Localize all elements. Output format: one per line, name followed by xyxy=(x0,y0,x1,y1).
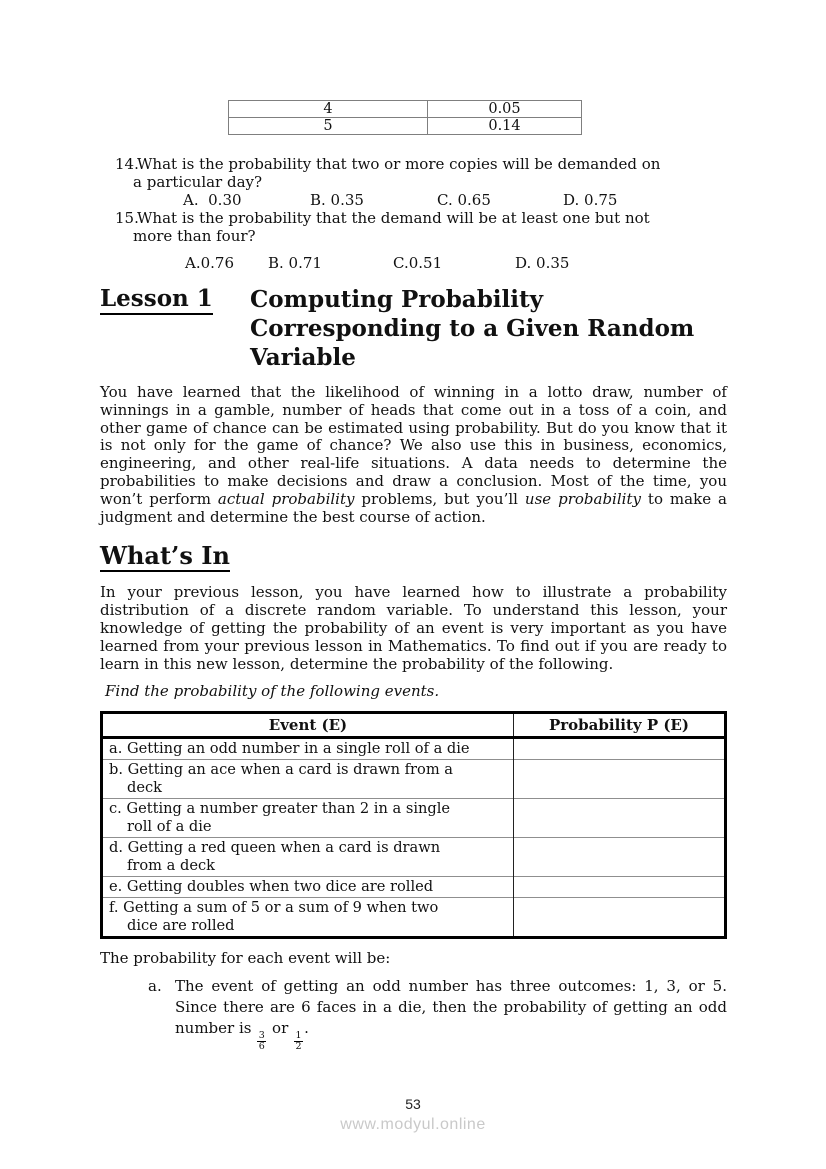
lesson-label: Lesson 1 xyxy=(100,285,213,315)
solution-lead: The probability for each event will be: xyxy=(100,949,391,968)
solution-item-a xyxy=(100,976,727,1052)
italic-phrase: actual probability xyxy=(217,489,355,508)
lesson-title-line: Computing Probability xyxy=(250,286,543,313)
table-row-c xyxy=(102,799,726,838)
event-text: a. Getting an odd number in a single roll of a die xyxy=(109,740,470,758)
probability-cell-empty xyxy=(513,898,725,938)
question-14-options xyxy=(100,191,727,209)
solution-text: The event of getting an odd number has three outcomes: 1, 3, or 5. Since there are 6 faces in a die, then the probability of getting an odd number is xyxy=(175,977,727,1038)
question-number: 15. xyxy=(115,209,139,227)
question-15 xyxy=(100,209,727,245)
italic-phrase: use probability xyxy=(524,489,641,508)
question-14 xyxy=(100,155,727,191)
event-text: f. Getting a sum of 5 or a sum of 9 when two xyxy=(109,899,439,917)
option-b: B. 0.71 xyxy=(268,254,322,272)
x-value-cell: 5 xyxy=(229,118,428,135)
question-text: more than four? xyxy=(133,227,256,245)
page-content xyxy=(100,0,727,1053)
lesson-title-line: Variable xyxy=(250,344,356,371)
intro-paragraph xyxy=(100,384,727,526)
lesson-heading xyxy=(100,285,727,372)
whats-in-paragraph: In your previous lesson, you have learned how to illustrate a probability distribution of a discrete random variable. To understand this lesson, your knowledge of getting the probability of an event is very important as you have learned from your previous lesson in Mathematics. To find out if you are ready to learn in this new lesson, determine the probability of the following. xyxy=(100,583,727,673)
event-text: d. Getting a red queen when a card is drawn xyxy=(109,839,441,857)
paragraph-text: You have learned that the likelihood of winning in a lotto draw, number of winnings in a gamble, number of heads that come out in a toss of a coin, and other game of chance can be estimated using probability. But do you know that it is not only for the game of chance? We also use this in business, economics, engineering, and other real-life situations. A data needs to determine the probabilities to make decisions and draw a conclusion. Most of the time, you won’t perform xyxy=(100,383,727,508)
probability-column-header: Probability P (E) xyxy=(513,713,725,738)
page-number: 53 xyxy=(405,1096,421,1112)
probability-cell-empty xyxy=(513,799,725,838)
event-column-header: Event (E) xyxy=(102,713,514,738)
probability-cell-empty xyxy=(513,838,725,877)
watermark-text: www.modyul.online xyxy=(340,1116,486,1133)
table-row xyxy=(229,118,582,135)
option-b: B. 0.35 xyxy=(310,191,364,209)
event-text: c. Getting a number greater than 2 in a single xyxy=(109,800,451,818)
option-d: D. 0.75 xyxy=(563,191,618,209)
item-marker: a. xyxy=(148,977,162,996)
whats-in-heading-text: What’s In xyxy=(100,541,230,571)
question-text: What is the probability that the demand will be at least one but not xyxy=(137,209,650,227)
lesson-label-wrap xyxy=(100,285,250,372)
option-a: A. 0.30 xyxy=(183,191,242,209)
probability-cell-empty xyxy=(513,738,725,760)
table-row-e xyxy=(102,877,726,898)
whats-in-heading xyxy=(100,541,727,572)
option-c: C.0.51 xyxy=(393,254,443,272)
fraction-one-half: $\frac{1}{2}$ xyxy=(295,1029,302,1053)
event-text: dice are rolled xyxy=(127,917,235,935)
option-c: C. 0.65 xyxy=(437,191,491,209)
question-number: 14. xyxy=(115,155,139,173)
question-15-options xyxy=(100,254,727,272)
table-header-row xyxy=(102,713,726,738)
option-a: A.0.76 xyxy=(185,254,234,272)
x-value-cell: 4 xyxy=(229,101,428,118)
event-text: b. Getting an ace when a card is drawn from a xyxy=(109,761,454,779)
probability-cell-empty xyxy=(513,877,725,898)
fraction-three-sixths: $\frac{3}{6}$ xyxy=(258,1029,265,1053)
demand-probability-table xyxy=(228,100,582,135)
lesson-title-line: Corresponding to a Given Random xyxy=(250,315,695,342)
table-row-a xyxy=(102,738,726,760)
events-probability-table xyxy=(100,711,727,939)
table-row xyxy=(229,101,582,118)
paragraph-text: problems, but you’ll xyxy=(354,489,525,508)
event-text: e. Getting doubles when two dice are rolled xyxy=(109,878,434,896)
question-text: What is the probability that two or more copies will be demanded on xyxy=(137,155,661,173)
event-text: from a deck xyxy=(127,857,215,875)
probability-cell: 0.14 xyxy=(428,118,582,135)
option-d: D. 0.35 xyxy=(515,254,570,272)
probability-cell-empty xyxy=(513,760,725,799)
event-text: deck xyxy=(127,779,162,797)
solution-text: or xyxy=(267,1019,294,1038)
instruction-line: Find the probability of the following events. xyxy=(105,682,440,701)
table-row-f xyxy=(102,898,726,938)
table-row-b xyxy=(102,760,726,799)
solution-text: . xyxy=(304,1019,309,1038)
event-text: roll of a die xyxy=(127,818,212,836)
probability-cell: 0.05 xyxy=(428,101,582,118)
lesson-title xyxy=(250,285,727,372)
table-row-d xyxy=(102,838,726,877)
question-text: a particular day? xyxy=(133,173,263,191)
paragraph-text: to make a judgment and determine the best course of action. xyxy=(100,489,727,526)
